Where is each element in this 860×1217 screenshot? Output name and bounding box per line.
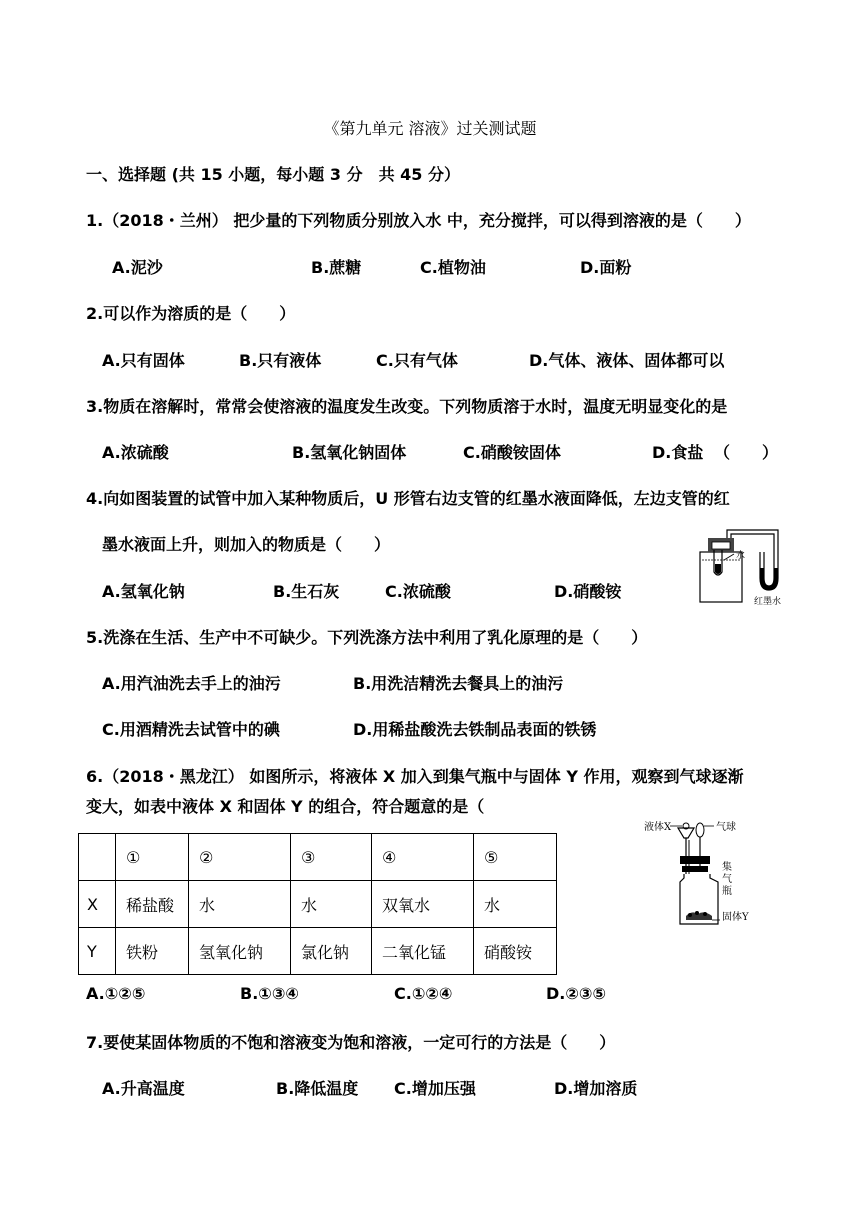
- table-cell: ①: [116, 834, 189, 881]
- u-tube-apparatus-figure: [694, 520, 798, 610]
- table-row: [79, 928, 557, 975]
- question-7-stem: 7.要使某固体物质的不饱和溶液变为饱和溶液，一定可行的方法是（ ）: [86, 1033, 616, 1052]
- q3-option-b[interactable]: B.氢氧化钠固体: [292, 443, 407, 462]
- q6-option-d[interactable]: D.②③⑤: [546, 984, 606, 1003]
- q4-option-d[interactable]: D.硝酸铵: [554, 582, 622, 601]
- gas-bottle-balloon-figure: [642, 820, 766, 932]
- table-cell: Y: [79, 928, 116, 975]
- table-cell: 铁粉: [116, 928, 189, 975]
- q6-option-c[interactable]: C.①②④: [394, 984, 453, 1003]
- table-row: [79, 881, 557, 928]
- figure-label-balloon: 气球: [716, 822, 736, 833]
- section-heading: 一、选择题 (共 15 小题，每小题 3 分 共 45 分）: [86, 165, 460, 184]
- page-title: 《第九单元 溶液》过关测试题: [323, 119, 537, 138]
- q5-option-c[interactable]: C.用酒精洗去试管中的碘: [102, 720, 280, 739]
- q5-option-b[interactable]: B.用洗洁精洗去餐具上的油污: [353, 674, 564, 693]
- question-6-stem-line2: 变大，如表中液体 X 和固体 Y 的组合，符合题意的是（: [86, 797, 485, 816]
- q2-option-d[interactable]: D.气体、液体、固体都可以: [529, 351, 725, 370]
- q2-option-c[interactable]: C.只有气体: [376, 351, 458, 370]
- q7-option-a[interactable]: A.升高温度: [102, 1079, 185, 1098]
- q4-option-a[interactable]: A.氢氧化钠: [102, 582, 185, 601]
- table-header-row: [79, 834, 557, 881]
- q2-option-a[interactable]: A.只有固体: [102, 351, 185, 370]
- table-cell: X: [79, 881, 116, 928]
- table-cell: 双氧水: [372, 881, 474, 928]
- figure-label-water: 水: [736, 551, 746, 561]
- table-cell: ②: [189, 834, 291, 881]
- table-cell: [79, 834, 116, 881]
- table-cell: 水: [291, 881, 372, 928]
- q3-option-d[interactable]: D.食盐: [652, 443, 704, 462]
- figure-label-bottle: 集气瓶: [722, 862, 732, 897]
- q4-option-c[interactable]: C.浓硫酸: [385, 582, 451, 601]
- table-cell: 水: [189, 881, 291, 928]
- q6-option-b[interactable]: B.①③④: [240, 984, 299, 1003]
- table-cell: 二氧化锰: [372, 928, 474, 975]
- question-2-stem: 2.可以作为溶质的是（ ）: [86, 304, 296, 323]
- q3-answer-paren: （ ）: [714, 443, 779, 462]
- table-cell: 氯化钠: [291, 928, 372, 975]
- q1-option-c[interactable]: C.植物油: [420, 258, 486, 277]
- question-1-stem: 1.（2018・兰州） 把少量的下列物质分别放入水 中，充分搅拌，可以得到溶液的是（ ）: [86, 211, 751, 230]
- q5-option-d[interactable]: D.用稀盐酸洗去铁制品表面的铁锈: [353, 720, 597, 739]
- q3-option-a[interactable]: A.浓硫酸: [102, 443, 169, 462]
- question-6-stem-line1: 6.（2018・黑龙江） 如图所示，将液体 X 加入到集气瓶中与固体 Y 作用，观察到气球逐渐: [86, 767, 744, 786]
- question-5-stem: 5.洗涤在生活、生产中不可缺少。下列洗涤方法中利用了乳化原理的是（ ）: [86, 628, 648, 647]
- q1-option-a[interactable]: A.泥沙: [112, 258, 163, 277]
- q7-option-c[interactable]: C.增加压强: [394, 1079, 476, 1098]
- question-4-stem-line2: 墨水液面上升，则加入的物质是（ ）: [102, 535, 391, 554]
- table-cell: 稀盐酸: [116, 881, 189, 928]
- table-cell: ⑤: [474, 834, 557, 881]
- table-cell: ③: [291, 834, 372, 881]
- q7-option-b[interactable]: B.降低温度: [276, 1079, 359, 1098]
- q5-option-a[interactable]: A.用汽油洗去手上的油污: [102, 674, 281, 693]
- figure-label-ink: 红墨水: [754, 597, 782, 607]
- q1-option-d[interactable]: D.面粉: [580, 258, 632, 277]
- table-cell: ④: [372, 834, 474, 881]
- figure-label-liquid-x: 液体X: [644, 822, 672, 833]
- table-cell: 硝酸铵: [474, 928, 557, 975]
- table-cell: 水: [474, 881, 557, 928]
- q3-option-c[interactable]: C.硝酸铵固体: [463, 443, 561, 462]
- question-3-stem: 3.物质在溶解时，常常会使溶液的温度发生改变。下列物质溶于水时，温度无明显变化的是: [86, 397, 728, 416]
- q6-combination-table: [78, 833, 557, 975]
- question-4-stem-line1: 4.向如图装置的试管中加入某种物质后，U 形管右边支管的红墨水液面降低，左边支管的红: [86, 489, 730, 508]
- table-cell: 氢氧化钠: [189, 928, 291, 975]
- q7-option-d[interactable]: D.增加溶质: [554, 1079, 638, 1098]
- q6-option-a[interactable]: A.①②⑤: [86, 984, 146, 1003]
- figure-label-solid-y: 固体Y: [722, 912, 749, 923]
- q1-option-b[interactable]: B.蔗糖: [311, 258, 362, 277]
- q4-option-b[interactable]: B.生石灰: [273, 582, 340, 601]
- q2-option-b[interactable]: B.只有液体: [239, 351, 322, 370]
